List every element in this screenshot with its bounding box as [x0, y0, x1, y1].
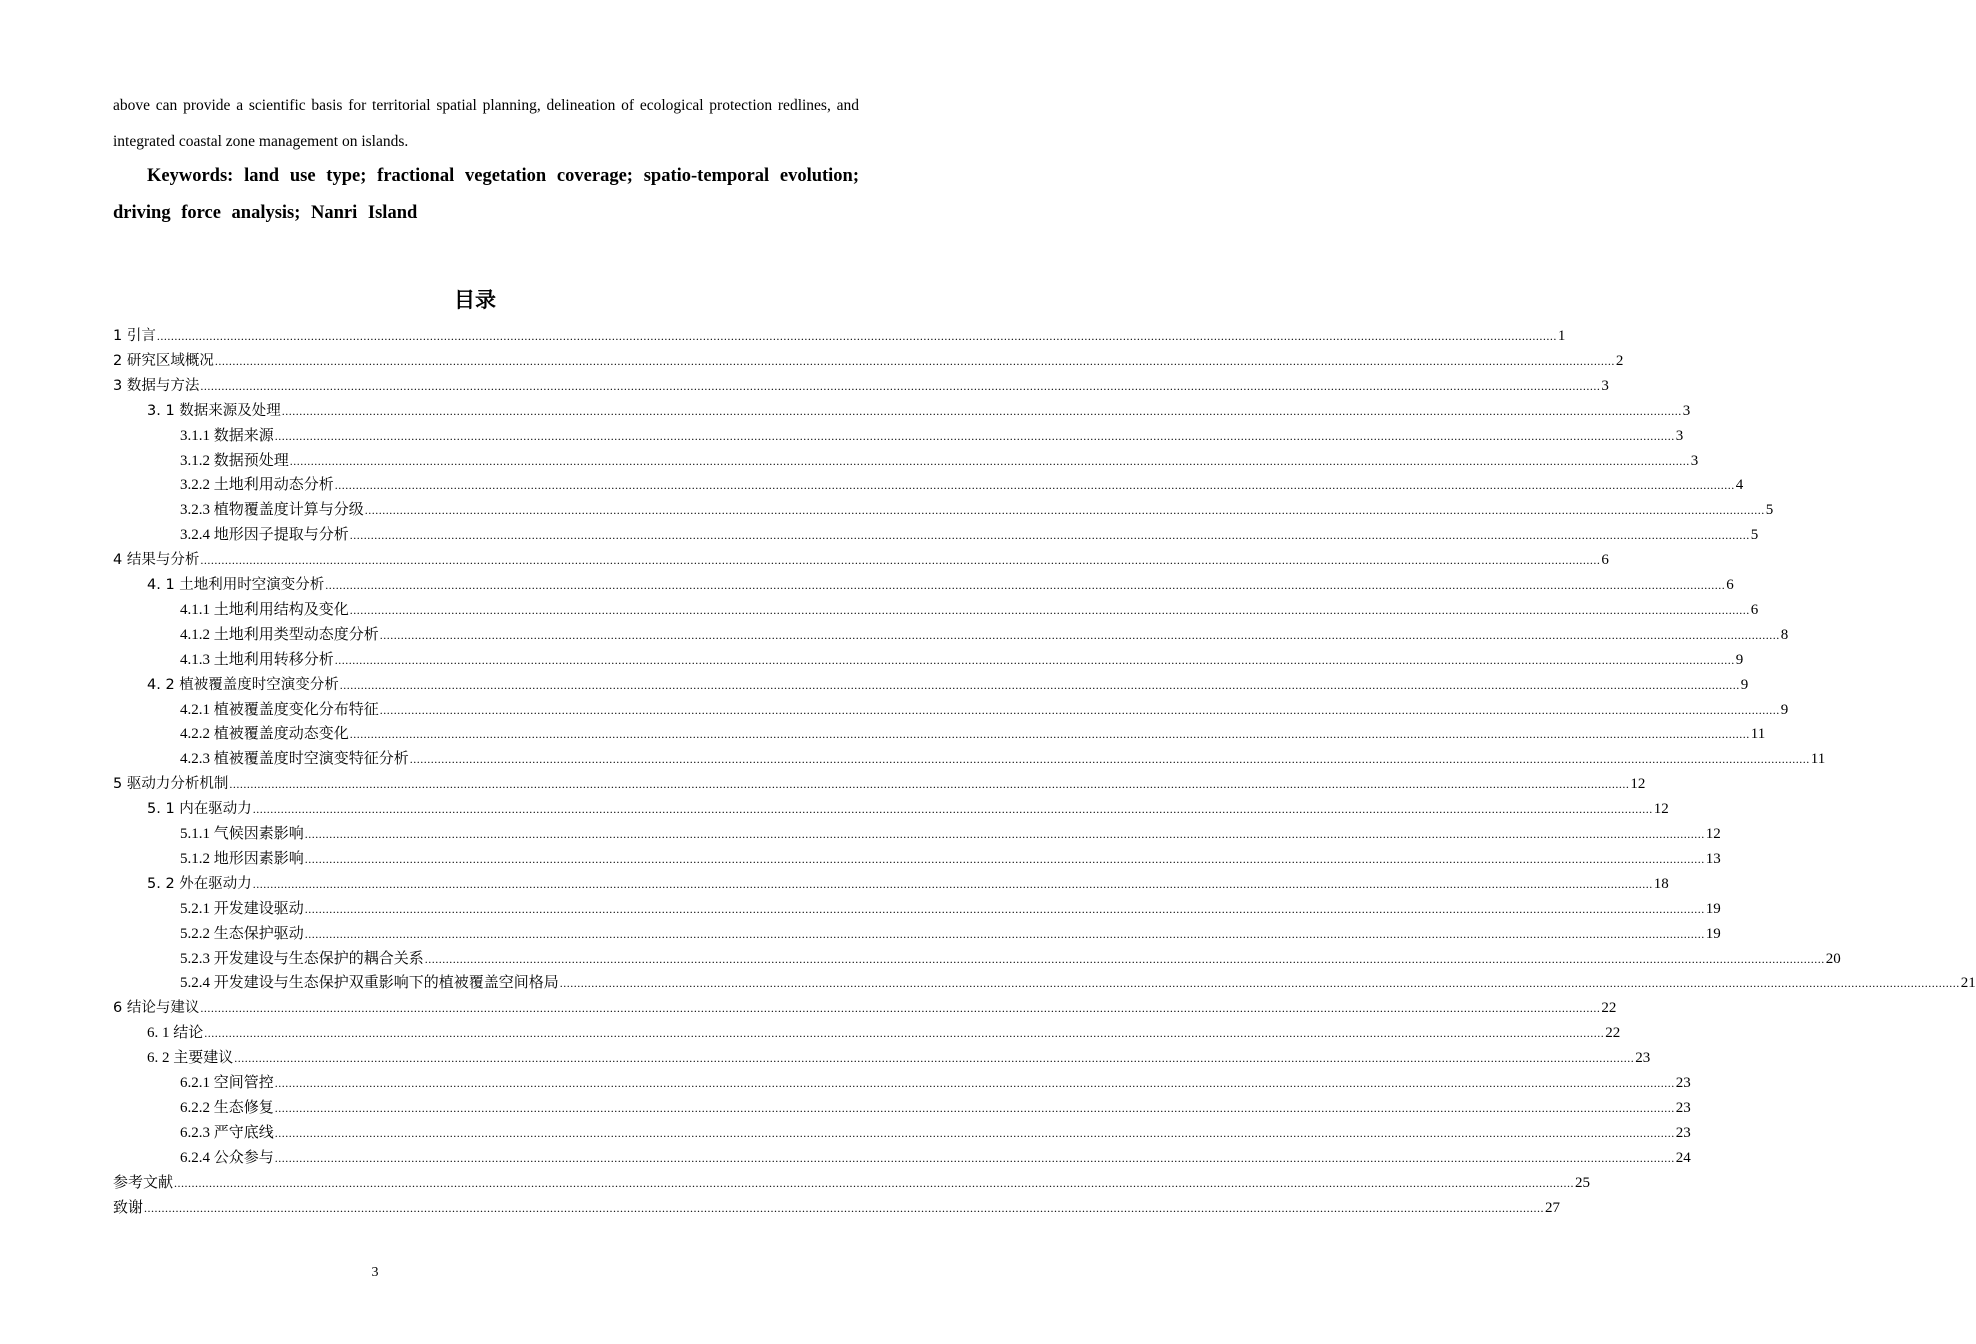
toc-entry-page: 9 [1740, 676, 1749, 693]
toc-dot-leader: ................................................................................................................................................................................................................................................................................................................................................................................................................ [156, 329, 1557, 343]
toc-entry-title: 4.2.1 植被覆盖度变化分布特征 [180, 701, 379, 718]
toc-entry-title: 4.2.2 植被覆盖度动态变化 [180, 726, 349, 743]
toc-dot-leader: ................................................................................................................................................................................................................................................................................................................................................................................................................ [200, 378, 1601, 393]
toc-entry-page: 12 [1653, 801, 1669, 818]
toc-entry-page: 11 [1750, 726, 1766, 743]
toc-entry-page: 20 [1825, 950, 1841, 967]
toc-entry-page: 12 [1630, 776, 1646, 793]
toc-dot-leader: ................................................................................................................................................................................................................................................................................................................................................................................................................ [339, 677, 1740, 692]
toc-entry-page: 3 [1675, 427, 1684, 444]
toc-title: 目录 [454, 288, 496, 312]
toc-dot-leader: ................................................................................................................................................................................................................................................................................................................................................................................................................ [174, 1175, 1575, 1190]
toc-dot-leader: ................................................................................................................................................................................................................................................................................................................................................................................................................ [364, 503, 1765, 518]
toc-entry[interactable] [180, 424, 1684, 448]
toc-entry-title: 5.2.2 生态保护驱动 [180, 925, 304, 942]
toc-entry-title: 5. 1 内在驱动力 [147, 801, 252, 818]
toc-entry-title: 5.1.2 地形因素影响 [180, 850, 304, 867]
toc-entry[interactable] [180, 1146, 1691, 1170]
toc-entry-title: 6. 1 结论 [147, 1025, 204, 1042]
toc-entry[interactable] [180, 648, 1744, 672]
toc-entry[interactable] [180, 449, 1699, 473]
toc-entry-title: 致谢 [113, 1199, 144, 1216]
toc-entry[interactable] [113, 374, 1609, 398]
toc-entry-page: 3 [1682, 402, 1691, 419]
toc-dot-leader: ................................................................................................................................................................................................................................................................................................................................................................................................................ [559, 976, 1960, 991]
toc-dot-leader: ................................................................................................................................................................................................................................................................................................................................................................................................................ [200, 1001, 1601, 1016]
toc-entry[interactable] [147, 797, 1669, 821]
toc-entry-page: 3 [1601, 377, 1609, 394]
toc-entry[interactable] [180, 747, 1826, 771]
page-number: 3 [371, 1265, 379, 1280]
toc-dot-leader: ................................................................................................................................................................................................................................................................................................................................................................................................................ [334, 478, 1735, 493]
toc-entry-title: 6. 2 主要建议 [147, 1050, 234, 1067]
toc-entry[interactable] [180, 971, 1976, 995]
toc-entry-title: 5 驱动力分析机制 [113, 776, 229, 793]
toc-entry-title: 3.2.3 植物覆盖度计算与分级 [180, 502, 364, 519]
toc-dot-leader: ................................................................................................................................................................................................................................................................................................................................................................................................................ [214, 353, 1615, 368]
toc-dot-leader: ................................................................................................................................................................................................................................................................................................................................................................................................................ [274, 1100, 1675, 1115]
toc-entry-page: 11 [1810, 751, 1826, 768]
toc-dot-leader: ................................................................................................................................................................................................................................................................................................................................................................................................................ [281, 403, 1682, 418]
toc-entry-page: 24 [1675, 1149, 1691, 1166]
toc-entry[interactable] [180, 623, 1789, 647]
toc-entry-title: 3.2.4 地形因子提取与分析 [180, 527, 349, 544]
toc-dot-leader: ................................................................................................................................................................................................................................................................................................................................................................................................................ [424, 951, 1825, 966]
toc-entry-title: 6.2.2 生态修复 [180, 1099, 274, 1116]
toc-dot-leader: ................................................................................................................................................................................................................................................................................................................................................................................................................ [144, 1200, 1545, 1215]
toc-entry-title: 1 引言 [113, 328, 156, 344]
toc-dot-leader: ................................................................................................................................................................................................................................................................................................................................................................................................................ [349, 727, 1750, 742]
toc-dot-leader: ................................................................................................................................................................................................................................................................................................................................................................................................................ [325, 578, 1726, 592]
abstract-text: above can provide a scientific basis for territorial spatial planning, delineation of ecological protection redlines, and integrated coastal zone management on islands. [113, 97, 859, 150]
toc-entry-title: 3.1.2 数据预处理 [180, 452, 289, 469]
toc-dot-leader: ................................................................................................................................................................................................................................................................................................................................................................................................................ [274, 1125, 1675, 1140]
toc-entry[interactable] [180, 498, 1774, 522]
toc-entry[interactable] [180, 922, 1721, 946]
toc-entry-title: 3. 1 数据来源及处理 [147, 402, 281, 419]
toc-entry-title: 4.2.3 植被覆盖度时空演变特征分析 [180, 751, 409, 768]
toc-dot-leader: ................................................................................................................................................................................................................................................................................................................................................................................................................ [274, 428, 1675, 443]
toc-dot-leader: ................................................................................................................................................................................................................................................................................................................................................................................................................ [252, 802, 1653, 817]
toc-entry-page: 22 [1601, 1000, 1617, 1017]
toc-dot-leader: ................................................................................................................................................................................................................................................................................................................................................................................................................ [289, 453, 1690, 468]
toc-entry-page: 13 [1705, 850, 1721, 867]
toc-entry-title: 5. 2 外在驱动力 [147, 875, 252, 892]
toc-entry-page: 27 [1545, 1199, 1561, 1216]
toc-entry-page: 23 [1675, 1099, 1691, 1116]
toc-entry[interactable] [113, 1196, 1561, 1220]
toc-entry-page: 1 [1557, 328, 1566, 344]
toc-entry[interactable] [180, 897, 1721, 921]
toc-entry[interactable] [180, 1096, 1691, 1120]
toc-entry[interactable] [147, 1021, 1621, 1045]
toc-entry[interactable] [113, 772, 1646, 796]
toc-entry[interactable] [180, 722, 1766, 746]
toc-dot-leader: ................................................................................................................................................................................................................................................................................................................................................................................................................ [304, 926, 1705, 941]
toc-entry-title: 4 结果与分析 [113, 552, 200, 569]
toc-dot-leader: ................................................................................................................................................................................................................................................................................................................................................................................................................ [334, 652, 1735, 667]
toc-entry-title: 3.2.2 土地利用动态分析 [180, 477, 334, 494]
toc-entry[interactable] [180, 822, 1721, 846]
toc-entry-title: 3 数据与方法 [113, 377, 200, 394]
toc-entry-title: 4.1.3 土地利用转移分析 [180, 651, 334, 668]
toc-dot-leader: ................................................................................................................................................................................................................................................................................................................................................................................................................ [349, 528, 1750, 543]
toc-entry-page: 5 [1765, 502, 1774, 519]
toc-entry[interactable] [113, 548, 1609, 572]
toc-entry-page: 19 [1705, 925, 1721, 942]
toc-entry-page: 8 [1780, 626, 1789, 643]
toc-dot-leader: ................................................................................................................................................................................................................................................................................................................................................................................................................ [379, 627, 1780, 642]
toc-dot-leader: ................................................................................................................................................................................................................................................................................................................................................................................................................ [304, 827, 1705, 841]
toc-dot-leader: ................................................................................................................................................................................................................................................................................................................................................................................................................ [252, 876, 1653, 891]
toc-entry[interactable] [180, 947, 1841, 971]
toc-dot-leader: ................................................................................................................................................................................................................................................................................................................................................................................................................ [229, 777, 1630, 792]
toc-entry[interactable] [180, 523, 1759, 547]
toc-entry-page: 23 [1675, 1075, 1691, 1091]
toc-entry-page: 6 [1726, 577, 1734, 593]
toc-entry-title: 6.2.1 空间管控 [180, 1075, 274, 1091]
toc-entry-title: 4. 2 植被覆盖度时空演变分析 [147, 676, 339, 693]
toc-entry-title: 5.2.3 开发建设与生态保护的耦合关系 [180, 950, 424, 967]
toc-entry-page: 21 [1960, 975, 1976, 992]
toc-entry-page: 4 [1735, 477, 1744, 494]
toc-entry[interactable] [147, 673, 1749, 697]
toc-entry[interactable] [147, 872, 1669, 896]
toc-dot-leader: ................................................................................................................................................................................................................................................................................................................................................................................................................ [409, 752, 1810, 767]
toc-dot-leader: ................................................................................................................................................................................................................................................................................................................................................................................................................ [304, 901, 1705, 916]
toc-entry-page: 9 [1780, 701, 1789, 718]
toc-entry[interactable] [180, 847, 1721, 871]
toc-entry-page: 22 [1605, 1025, 1621, 1042]
toc-entry-page: 6 [1601, 552, 1609, 569]
toc-entry-page: 23 [1635, 1050, 1651, 1067]
toc-entry[interactable] [147, 399, 1691, 423]
toc-entry-title: 6.2.3 严守底线 [180, 1124, 274, 1141]
toc-entry[interactable] [147, 573, 1734, 597]
toc-dot-leader: ................................................................................................................................................................................................................................................................................................................................................................................................................ [274, 1076, 1675, 1090]
toc-entry[interactable] [180, 1071, 1691, 1095]
toc-entry-title: 5.1.1 气候因素影响 [180, 826, 304, 842]
toc-entry[interactable] [180, 1121, 1691, 1145]
toc-entry-title: 6.2.4 公众参与 [180, 1149, 274, 1166]
toc-entry-page: 12 [1705, 826, 1721, 842]
toc-entry-page: 6 [1750, 601, 1759, 618]
toc-entry[interactable] [113, 324, 1566, 348]
toc-entry[interactable] [147, 1046, 1651, 1070]
toc-dot-leader: ................................................................................................................................................................................................................................................................................................................................................................................................................ [274, 1150, 1675, 1165]
toc-entry-title: 4.1.2 土地利用类型动态度分析 [180, 626, 379, 643]
toc-entry-page: 23 [1675, 1124, 1691, 1141]
toc-entry[interactable] [180, 698, 1789, 722]
toc-entry-page: 5 [1750, 527, 1759, 544]
toc-entry[interactable] [180, 598, 1759, 622]
toc-entry[interactable] [113, 349, 1624, 373]
toc-entry[interactable] [180, 473, 1744, 497]
toc-entry-title: 5.2.4 开发建设与生态保护双重影响下的植被覆盖空间格局 [180, 975, 559, 992]
toc-dot-leader: ................................................................................................................................................................................................................................................................................................................................................................................................................ [349, 602, 1750, 617]
toc-entry-page: 18 [1653, 875, 1669, 892]
toc-entry-title: 4. 1 土地利用时空演变分析 [147, 577, 325, 593]
toc-entry-page: 25 [1575, 1174, 1591, 1191]
toc-entry-title: 3.1.1 数据来源 [180, 427, 274, 444]
toc-entry-title: 6 结论与建议 [113, 1000, 200, 1017]
toc-entry-title: 4.1.1 土地利用结构及变化 [180, 601, 349, 618]
toc-entry-title: 5.2.1 开发建设驱动 [180, 900, 304, 917]
toc-entry-page: 2 [1615, 352, 1624, 369]
toc-entry-page: 19 [1705, 900, 1721, 917]
toc-dot-leader: ................................................................................................................................................................................................................................................................................................................................................................................................................ [304, 851, 1705, 866]
toc-entry-page: 9 [1735, 651, 1744, 668]
keywords-text: Keywords: land use type; fractional vegetation coverage; spatio-temporal evolution; driving force analysis; Nanri Island [113, 166, 859, 223]
toc-entry[interactable] [113, 996, 1617, 1020]
toc-entry[interactable] [113, 1171, 1591, 1195]
toc-dot-leader: ................................................................................................................................................................................................................................................................................................................................................................................................................ [379, 702, 1780, 717]
toc-entry-page: 3 [1690, 452, 1699, 469]
toc-entry-title: 2 研究区域概况 [113, 352, 214, 369]
toc-dot-leader: ................................................................................................................................................................................................................................................................................................................................................................................................................ [234, 1051, 1635, 1066]
toc-dot-leader: ................................................................................................................................................................................................................................................................................................................................................................................................................ [200, 553, 1601, 568]
toc-entry-title: 参考文献 [113, 1174, 174, 1191]
toc-dot-leader: ................................................................................................................................................................................................................................................................................................................................................................................................................ [204, 1026, 1605, 1041]
